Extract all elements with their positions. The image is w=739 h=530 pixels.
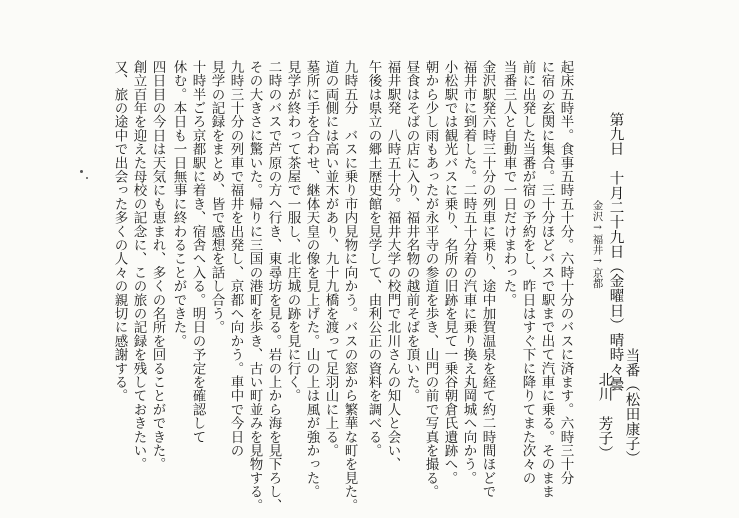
body-column: 福井駅発 八時五十分。福井大学の校門で北川さんの知人と会い、: [384, 60, 401, 471]
body-column: その大きさに驚いた。帰りに三国の港町を歩き、古い町並みを見物する。: [246, 60, 263, 513]
body-column: 起床五時半。食事五時五十分。六時十分のバスに済ます。六時三十分: [557, 60, 574, 485]
body-column: 前に出発した当番が宿の予約をし、昨日はすぐ下に降りてまた次々の: [519, 60, 536, 485]
body-column: 四日目の今日は天気にも恵まれ、多くの名所を回ることができた。: [149, 60, 166, 471]
date-line: 第九日 十月二十九日（金曜日）晴時々曇: [607, 112, 624, 392]
body-column: 見学が終わって茶屋で一服し、北庄城の跡を見に行く。: [284, 60, 301, 403]
body-column: 九時五分 バスに乗り市内見物に向かう。バスの窓から繁華な町を見た。: [341, 60, 358, 513]
body-column: 創立百年を迎えた母校の記念に、この旅の記録を残しておきたい。: [130, 60, 147, 471]
body-column: 墓所に手を合わせ、継体天皇の像を見上げた。山の上は風が強かった。: [303, 60, 320, 499]
body-column: 小松駅では観光バスに乗り、名所の旧跡を見て一乗谷朝倉氏遺跡へ。: [441, 60, 458, 485]
body-column: 昼食はそばの店に入り、福井名物の越前そばを頂いた。: [403, 60, 420, 403]
body-column: 又、旅の途中で出会った多くの人々の親切に感謝する。: [111, 60, 128, 403]
body-column: 道の両側には高い並木があり、九十九橋を渡って足羽山に上る。: [322, 60, 339, 458]
body-column: 見学の記録をまとめ、皆で感想を話し合う。: [208, 60, 225, 334]
author-line: 当番（松田康子）: [623, 348, 640, 466]
body-column: 二時のバスで芦原の方へ行き、東尋坊を見る。岩の上から海を見下ろし、: [265, 60, 282, 513]
body-column: 午後は県立の郷土歴史館を見学して、由利公正の資料を調べる。: [365, 60, 382, 458]
author-line-2: 北川 芳子）: [596, 372, 613, 461]
body-column: 十時半ごろ京都駅に着き、宿舎へ入る。明日の予定を確認して: [189, 60, 206, 444]
body-column: に宿の玄関に集合。三十分ほどバスで駅まで出て汽車に乗る。そのまま: [538, 60, 555, 499]
body-column: 休む。本日も一日無事に終わることができた。: [170, 60, 187, 348]
body-column: 朝から少し雨もあったが永平寺の参道を歩き、山門の前で写真を撮る。: [422, 60, 439, 499]
body-column: 当番三人と自動車で一日だけまわった。: [500, 60, 517, 307]
body-column: 九時三十分の列車で福井を出発し、京都へ向かう。車中で今日の: [227, 60, 244, 458]
scan-speck: [86, 177, 88, 179]
body-column: 福井市に到着した。二時五十分着の汽車に乗り換え丸岡城へ向かう。: [460, 60, 477, 485]
scan-speck: [80, 170, 83, 173]
body-column: 金沢駅発六時三十分の列車に乗り、途中加賀温泉を経て約二時間ほどで: [479, 60, 496, 499]
location-note: 金沢→福井→京都: [591, 200, 604, 289]
